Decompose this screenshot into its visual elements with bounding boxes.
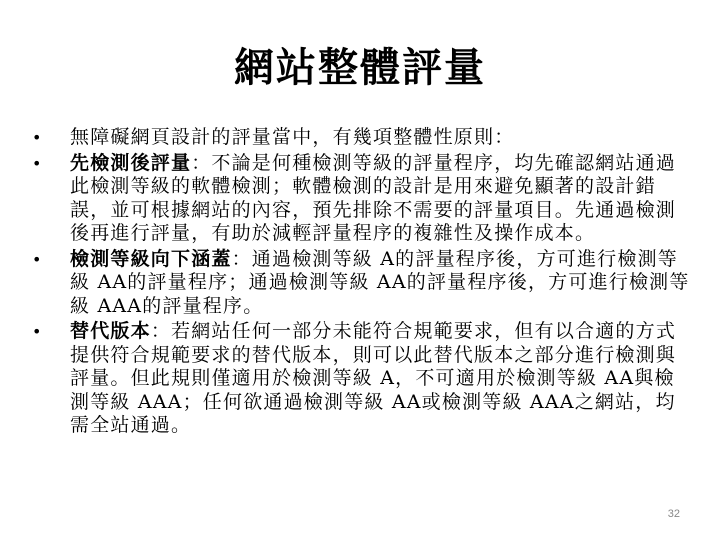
- bullet-term: 檢測等級向下涵蓋: [70, 247, 232, 270]
- bullet-dot: •: [32, 153, 43, 173]
- bullet-list: [32, 126, 692, 440]
- bullet-text: ：通過檢測等級 A的評量程序後，方可進行檢測等級 AA的評量程序；通過檢測等級 AA的評量程序後，方可進行檢測等級 AAA的評量程序。: [70, 247, 690, 317]
- bullet-term: 先檢測後評量: [70, 151, 192, 174]
- bullet-item: [32, 126, 692, 150]
- bullet-text: ：若網站任何一部分未能符合規範要求，但有以合適的方式提供符合規範要求的替代版本，則可以此替代版本之部分進行檢測與評量。但此規則僅適用於檢測等級 A，不可適用於檢測等級 AA與檢測等級 AAA；任何欲通過檢測等級 AA或檢測等級 AAA之網站，均需全站通過。: [70, 320, 677, 436]
- bullet-dot: •: [32, 322, 43, 341]
- page-number: 32: [667, 508, 680, 520]
- bullet-dot: •: [32, 128, 43, 147]
- bullet-item: [32, 320, 692, 438]
- bullet-term: 替代版本: [70, 320, 151, 342]
- bullet-item: [32, 152, 692, 246]
- bullet-dot: •: [32, 249, 43, 269]
- bullet-text: 無障礙網頁設計的評量當中，有幾項整體性原則：: [70, 126, 515, 148]
- slide-title: 網站整體評量: [234, 45, 486, 91]
- bullet-text: ：不論是何種檢測等級的評量程序，均先確認網站通過此檢測等級的軟體檢測；軟體檢測的設計是用來避免顯著的設計錯誤，並可根據網站的內容，預先排除不需要的評量項目。先通過檢測後再進行評量，有助於減輕評量程序的複雜性及操作成本。: [70, 151, 677, 244]
- bullet-item: [32, 248, 692, 319]
